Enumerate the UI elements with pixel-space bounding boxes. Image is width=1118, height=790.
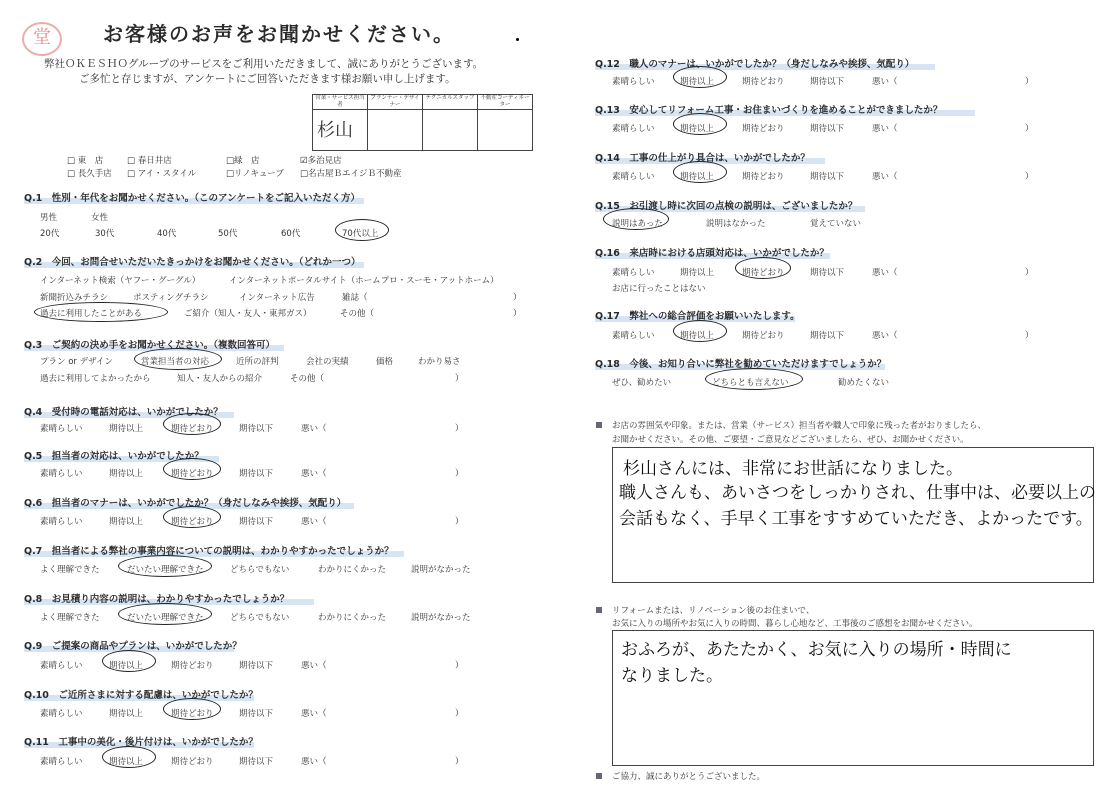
- option-excellent[interactable]: 素晴らしい: [40, 424, 83, 434]
- option-excellent[interactable]: 素晴らしい: [612, 172, 655, 182]
- option-as-expected[interactable]: 期待どおり: [171, 709, 214, 719]
- store-checkbox-midori[interactable]: □緑 店: [226, 156, 260, 166]
- selection-circle: [673, 161, 727, 183]
- option-below-expectation[interactable]: 期待以下: [239, 424, 274, 434]
- store-checkbox-nagoya-realestate[interactable]: □名古屋ＢエイジＢ不動産: [300, 169, 402, 179]
- question-1: Q.1 性別・年代をお聞かせください。（このアンケートをご記入いただく方）: [24, 193, 360, 204]
- selection-circle: [673, 320, 727, 342]
- option-bad[interactable]: 悪い（: [301, 661, 327, 671]
- option-40s[interactable]: 40代: [157, 229, 177, 239]
- option-excellent[interactable]: 素晴らしい: [612, 331, 655, 341]
- option-below-expectation[interactable]: 期待以下: [810, 172, 845, 182]
- selection-circle: [673, 113, 727, 135]
- question-5: Q.5 担当者の対応は、いかがでしたか？: [24, 451, 204, 462]
- option-below-expectation[interactable]: 期待以下: [810, 268, 845, 278]
- option-mostly-understood[interactable]: だいたい理解できた: [127, 565, 204, 575]
- staff-cell-technical[interactable]: [423, 110, 478, 151]
- option-excellent[interactable]: 素晴らしい: [40, 757, 83, 767]
- option-paren-close: ）: [455, 424, 464, 434]
- option-paren-close: ）: [513, 293, 522, 303]
- section-bullet: [596, 773, 602, 779]
- section-bullet: [596, 422, 602, 428]
- option-bad[interactable]: 悪い（: [301, 424, 327, 434]
- question-11: Q.11 工事中の美化・後片付けは、いかがでしたか？: [24, 737, 258, 748]
- store-checkbox-tajimi[interactable]: ☑多治見店: [300, 156, 342, 166]
- option-paren-close: ）: [513, 309, 522, 319]
- option-paren-close: ）: [455, 469, 464, 479]
- option-as-expected[interactable]: 期待どおり: [171, 469, 214, 479]
- option-below-expectation[interactable]: 期待以下: [239, 661, 274, 671]
- store-checkbox-kasugai[interactable]: □ 春日井店: [127, 156, 172, 166]
- option-never-visited-store[interactable]: お店に行ったことはない: [612, 284, 706, 294]
- comment-prompt-1-line-2: お聞かせください。その他、ご要望・ご意見などございましたら、ぜひ、お聞かせください。: [612, 435, 969, 445]
- option-above-expectation[interactable]: 期待以上: [680, 268, 715, 278]
- option-sales-response[interactable]: 営業担当者の対応: [141, 357, 210, 367]
- question-12: Q.12 職人のマナーは、いかがでしたか？（身だしなみや挨拶、気配り）: [595, 59, 915, 70]
- option-paren-close: ）: [1025, 268, 1034, 278]
- option-as-expected[interactable]: 期待どおり: [742, 268, 785, 278]
- store-checkbox-nagakute[interactable]: □ 長久手店: [67, 169, 112, 179]
- option-not-recommend[interactable]: 勧めたくない: [838, 378, 890, 388]
- selection-circle: [118, 603, 212, 625]
- option-bad[interactable]: 悪い（: [872, 268, 898, 278]
- option-posting-flyer[interactable]: ポスティングチラシ: [133, 293, 209, 303]
- option-as-expected[interactable]: 期待どおり: [171, 757, 214, 767]
- question-15: Q.15 お引渡し時に次回の点検の説明は、ございましたか？: [595, 201, 858, 212]
- thanks-message: ご協力、誠にありがとうございました。: [612, 772, 766, 782]
- question-2: Q.2 今回、お問合せいただいたきっかけをお聞かせください。（どれか一つ）: [24, 257, 361, 268]
- option-bad[interactable]: 悪い（: [872, 331, 898, 341]
- option-above-expectation[interactable]: 期待以上: [680, 124, 715, 134]
- store-checkbox-higashi[interactable]: □ 東 店: [67, 156, 104, 166]
- option-50s[interactable]: 50代: [218, 229, 238, 239]
- selection-circle: [102, 746, 156, 768]
- option-excellent[interactable]: 素晴らしい: [612, 77, 655, 87]
- option-bad[interactable]: 悪い（: [301, 757, 327, 767]
- intro-line-2: ご多忙と存じますが、アンケートにご回答いただきます様お願い申し上げます。: [79, 73, 456, 85]
- option-below-expectation[interactable]: 期待以下: [239, 709, 274, 719]
- staff-header-realestate: 不動産コーディネーター: [478, 95, 533, 110]
- option-above-expectation[interactable]: 期待以上: [680, 77, 715, 87]
- option-excellent[interactable]: 素晴らしい: [40, 517, 83, 527]
- option-portal-site[interactable]: インターネットポータルサイト（ホームプロ・スーモ・アットホーム）: [229, 276, 499, 286]
- selection-circle: [102, 650, 156, 672]
- option-mostly-understood[interactable]: だいたい理解できた: [127, 613, 204, 623]
- stamp-seal: 堂: [22, 22, 62, 56]
- selection-circle: [118, 555, 212, 577]
- option-above-expectation[interactable]: 期待以上: [109, 469, 144, 479]
- page-title: お客様のお声をお聞かせください。: [103, 22, 455, 46]
- question-3: Q.3 ご契約の決め手をお聞かせください。（複数回答可）: [24, 340, 276, 351]
- option-clarity[interactable]: わかり易さ: [418, 357, 461, 367]
- option-as-expected[interactable]: 期待どおり: [742, 77, 785, 87]
- option-as-expected[interactable]: 期待どおり: [742, 172, 785, 182]
- question-8: Q.8 お見積り内容の説明は、わかりやすかったでしょうか？: [24, 594, 290, 605]
- option-below-expectation[interactable]: 期待以下: [810, 331, 845, 341]
- option-70s-plus[interactable]: 70代以上: [342, 229, 379, 239]
- option-as-expected[interactable]: 期待どおり: [171, 661, 214, 671]
- option-20s[interactable]: 20代: [40, 229, 60, 239]
- option-paren-close: ）: [1025, 172, 1034, 182]
- option-excellent[interactable]: 素晴らしい: [40, 709, 83, 719]
- option-internet-ad[interactable]: インターネット広告: [239, 293, 315, 303]
- selection-circle: [163, 458, 221, 480]
- option-cannot-say[interactable]: どちらとも言えない: [712, 378, 789, 388]
- selection-circle: [163, 506, 221, 528]
- option-paren-close: ）: [455, 709, 464, 719]
- option-no-explanation[interactable]: 説明がなかった: [411, 565, 471, 575]
- comment-answer-2-line-2: なりました。: [621, 666, 723, 686]
- option-magazine[interactable]: 雑誌（: [342, 293, 368, 303]
- comment-prompt-2-line-1: リフォームまたは、リノベーション後のお住まいで、: [612, 606, 815, 616]
- option-as-expected[interactable]: 期待どおり: [171, 424, 214, 434]
- option-hard-to-understand[interactable]: わかりにくかった: [318, 613, 387, 623]
- selection-circle: [735, 257, 791, 279]
- option-dont-remember[interactable]: 覚えていない: [810, 219, 862, 229]
- staff-header-sales: 営業・サービス担当者: [313, 95, 368, 110]
- comment-prompt-2-line-2: お気に入りの場所やお気に入りの時間、暮らし心地など、工事後のご感想をお聞かせください。: [612, 619, 978, 629]
- option-neutral[interactable]: どちらでもない: [230, 565, 290, 575]
- question-13: Q.13 安心してリフォーム工事・お住まいづくりを進めることができましたか？: [595, 105, 943, 116]
- question-9: Q.9 ご提案の商品やプランは、いかがでしたか？: [24, 641, 242, 652]
- option-60s[interactable]: 60代: [281, 229, 301, 239]
- option-below-expectation[interactable]: 期待以下: [239, 517, 274, 527]
- selection-circle: [163, 698, 221, 720]
- intro-line-1: 弊社ＯＫＥＳＨＯグループのサービスをご利用いただきまして、誠にありがとうございます。: [44, 58, 484, 70]
- question-18: Q.18 今後、お知り合いに弊社を勧めていただけますでしょうか？: [595, 359, 887, 370]
- option-reputation[interactable]: 近所の評判: [236, 357, 279, 367]
- comment-answer-1-line-2: 職人さんも、あいさつをしっかりされ、仕事中は、必要以上の: [619, 483, 1097, 503]
- selection-circle: [335, 219, 389, 241]
- option-paren-close: ）: [455, 757, 464, 767]
- question-17: Q.17 弊社への総合評価をお願いいたします。: [595, 311, 800, 322]
- option-paren-close: ）: [455, 517, 464, 527]
- question-6: Q.6 担当者のマナーは、いかがでしたか？（身だしなみや挨拶、気配り）: [24, 498, 347, 509]
- option-track-record[interactable]: 会社の実績: [306, 357, 349, 367]
- question-7: Q.7 担当者による弊社の事業内容についての説明は、わかりやすかったでしょうか？: [24, 546, 394, 557]
- comment-prompt-1-line-1: お店の雰囲気や印象。または、営業（サービス）担当者や職人で印象に残った者がおりましたら、: [612, 421, 987, 431]
- store-checkbox-istyle[interactable]: □ アイ・スタイル: [127, 169, 197, 179]
- staff-header-technical: テクニカルスタッフ: [423, 95, 478, 110]
- option-bad[interactable]: 悪い（: [872, 172, 898, 182]
- option-good-past-experience[interactable]: 過去に利用してよかったから: [40, 374, 151, 384]
- option-as-expected[interactable]: 期待どおり: [171, 517, 214, 527]
- option-above-expectation[interactable]: 期待以上: [680, 172, 715, 182]
- option-above-expectation[interactable]: 期待以上: [109, 517, 144, 527]
- option-other[interactable]: その他（: [290, 374, 325, 384]
- option-understood-well[interactable]: よく理解できた: [40, 613, 100, 623]
- store-checkbox-renocube[interactable]: □リノキューブ: [226, 169, 284, 179]
- option-above-expectation[interactable]: 期待以上: [109, 661, 144, 671]
- option-understood-well[interactable]: よく理解できた: [40, 565, 100, 575]
- option-female[interactable]: 女性: [91, 213, 109, 223]
- option-below-expectation[interactable]: 期待以下: [810, 124, 845, 134]
- option-above-expectation[interactable]: 期待以上: [680, 331, 715, 341]
- stray-dot: [516, 38, 519, 41]
- selection-circle: [134, 348, 222, 370]
- option-below-expectation[interactable]: 期待以下: [239, 469, 274, 479]
- selection-circle: [673, 66, 727, 88]
- comment-answer-1-line-3: 会話もなく、手早く工事をすすめていただき、よかったです。: [619, 509, 1093, 529]
- selection-circle: [705, 368, 803, 390]
- option-used-before[interactable]: 過去に利用したことがある: [40, 309, 143, 319]
- staff-name-handwritten: 杉山: [317, 120, 353, 141]
- question-14: Q.14 工事の仕上がり具合は、いかがでしたか？: [595, 153, 810, 164]
- option-30s[interactable]: 30代: [95, 229, 115, 239]
- staff-header-planner: プランナー・デザイナー: [368, 95, 423, 110]
- option-above-expectation[interactable]: 期待以上: [109, 424, 144, 434]
- option-not-explained[interactable]: 説明はなかった: [706, 219, 766, 229]
- section-bullet: [596, 607, 602, 613]
- option-definitely-recommend[interactable]: ぜひ、勧めたい: [612, 378, 672, 388]
- staff-cell-planner[interactable]: [368, 110, 423, 151]
- option-as-expected[interactable]: 期待どおり: [742, 124, 785, 134]
- option-paren-close: ）: [455, 661, 464, 671]
- option-referral[interactable]: ご紹介（知人・友人・東邦ガス）: [184, 309, 312, 319]
- option-bad[interactable]: 悪い（: [872, 124, 898, 134]
- option-plan-design[interactable]: プラン or デザイン: [40, 357, 114, 367]
- staff-table: [312, 94, 533, 151]
- option-above-expectation[interactable]: 期待以上: [109, 709, 144, 719]
- option-excellent[interactable]: 素晴らしい: [612, 124, 655, 134]
- option-bad[interactable]: 悪い（: [301, 517, 327, 527]
- option-internet-search[interactable]: インターネット検索（ヤフー・グーグル）: [40, 276, 201, 286]
- option-paren-close: ）: [1025, 331, 1034, 341]
- option-price[interactable]: 価格: [376, 357, 394, 367]
- option-paren-close: ）: [455, 374, 464, 384]
- option-above-expectation[interactable]: 期待以上: [109, 757, 144, 767]
- option-paren-close: ）: [1025, 124, 1034, 134]
- option-excellent[interactable]: 素晴らしい: [40, 469, 83, 479]
- comment-box-1[interactable]: [612, 447, 1097, 583]
- option-bad[interactable]: 悪い（: [872, 77, 898, 87]
- option-explained[interactable]: 説明はあった: [612, 219, 663, 229]
- option-bad[interactable]: 悪い（: [301, 709, 327, 719]
- question-10: Q.10 ご近所さまに対する配慮は、いかがでしたか？: [24, 690, 258, 701]
- comment-answer-1-line-1: 杉山さんには、非常にお世話になりました。: [623, 459, 963, 479]
- option-excellent[interactable]: 素晴らしい: [612, 268, 655, 278]
- option-other[interactable]: その他（: [340, 309, 375, 319]
- option-paren-close: ）: [1025, 77, 1034, 87]
- option-male[interactable]: 男性: [40, 213, 58, 223]
- staff-cell-realestate[interactable]: [478, 110, 533, 151]
- question-4: Q.4 受付時の電話対応は、いかがでしたか？: [24, 407, 223, 418]
- option-below-expectation[interactable]: 期待以下: [239, 757, 274, 767]
- selection-circle: [603, 208, 669, 230]
- option-hard-to-understand[interactable]: わかりにくかった: [318, 565, 387, 575]
- option-neutral[interactable]: どちらでもない: [230, 613, 290, 623]
- option-excellent[interactable]: 素晴らしい: [40, 661, 83, 671]
- option-bad[interactable]: 悪い（: [301, 469, 327, 479]
- comment-box-2[interactable]: [612, 630, 1094, 766]
- comment-answer-2-line-1: おふろが、あたたかく、お気に入りの場所・時間に: [621, 640, 1012, 660]
- option-as-expected[interactable]: 期待どおり: [742, 331, 785, 341]
- option-below-expectation[interactable]: 期待以下: [810, 77, 845, 87]
- staff-cell-sales[interactable]: [313, 110, 368, 151]
- option-no-explanation[interactable]: 説明がなかった: [411, 613, 471, 623]
- option-friend-referral[interactable]: 知人・友人からの紹介: [177, 374, 263, 384]
- selection-circle: [34, 302, 168, 322]
- selection-circle: [163, 413, 221, 435]
- question-16: Q.16 来店時における店頭対応は、いかがでしたか？: [595, 248, 829, 259]
- option-newspaper-flyer[interactable]: 新聞折込みチラシ: [40, 293, 109, 303]
